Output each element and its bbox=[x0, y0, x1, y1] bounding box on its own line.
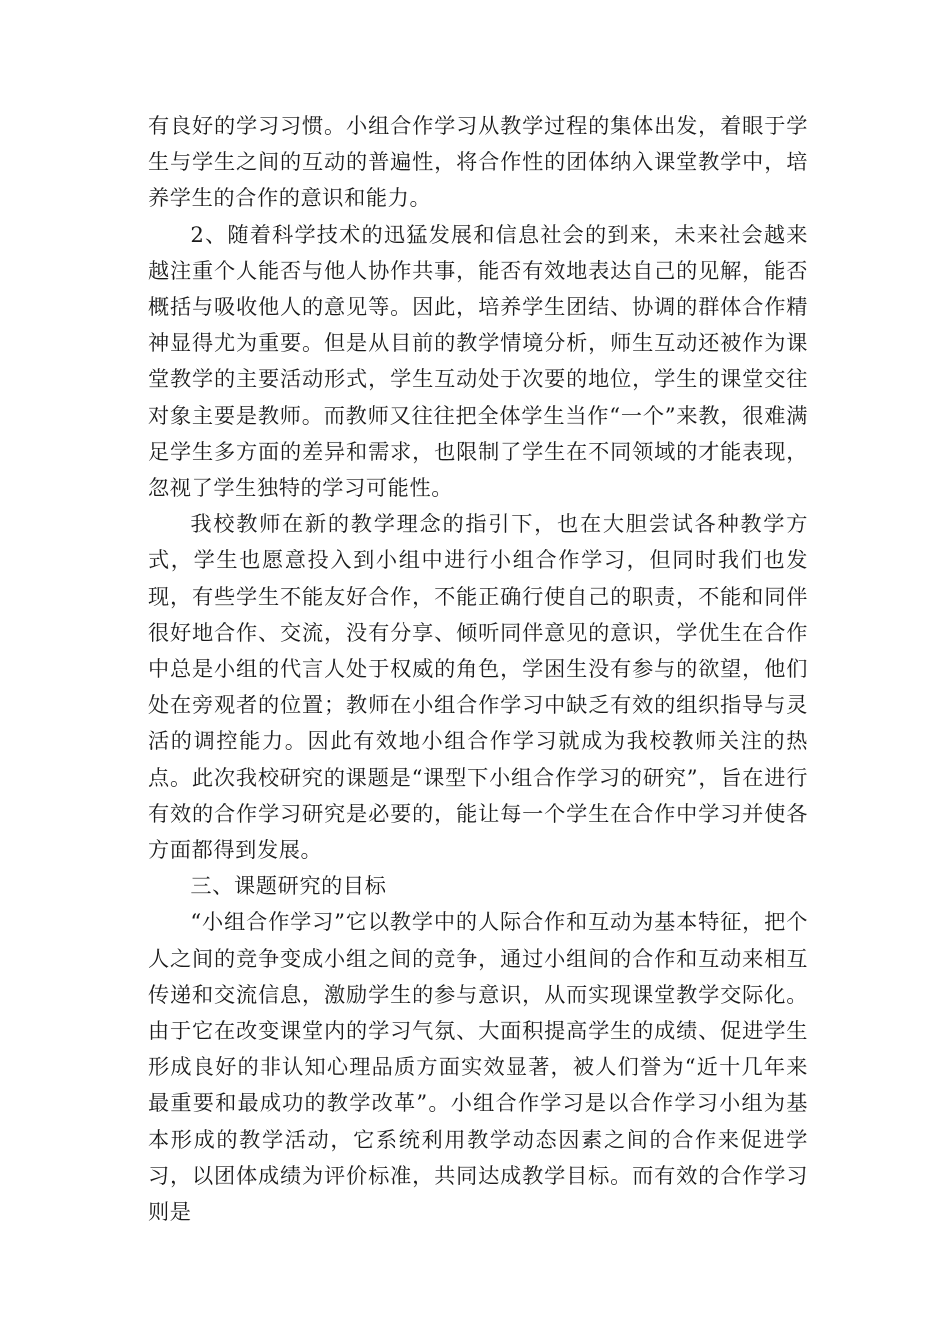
paragraph-point-2: 2、随着科学技术的迅猛发展和信息社会的到来，未来社会越来越注重个人能否与他人协作共事，能否有效地表达自己的见解，能否概括与吸收他人的意见等。因此，培养学生团结、协调的群体合作精神显得尤为重要。但是从目前的教学情境分析，师生互动还被作为课堂教学的主要活动形式，学生互动处于次要的地位，学生的课堂交往对象主要是教师。而教师又往往把全体学生当作“一个”来教，很难满足学生多方面的差异和需求，也限制了学生在不同领域的才能表现，忽视了学生独特的学习可能性。 bbox=[148, 221, 808, 501]
document-page bbox=[148, 108, 808, 1230]
paragraph-cooperative-learning: “小组合作学习”它以教学中的人际合作和互动为基本特征，把个人之间的竞争变成小组之间的竞争，通过小组间的合作和互动来相互传递和交流信息，激励学生的参与意识，从而实现课堂教学交际化。由于它在改变课堂内的学习气氛、大面积提高学生的成绩、促进学生形成良好的非认知心理品质方面实效显著，被人们誉为“近十几年来最重要和最成功的教学改革”。小组合作学习是以合作学习小组为基本形成的教学活动，它系统利用教学动态因素之间的合作来促进学习，以团体成绩为评价标准，共同达成教学目标。而有效的合作学习则是 bbox=[148, 909, 808, 1225]
section-heading-research-goals: 三、课题研究的目标 bbox=[190, 873, 387, 899]
paragraph-continuation: 有良好的学习习惯。小组合作学习从教学过程的集体出发，着眼于学生与学生之间的互动的普遍性，将合作性的团体纳入课堂教学中，培养学生的合作的意识和能力。 bbox=[148, 113, 808, 211]
paragraph-school-practice: 我校教师在新的教学理念的指引下，也在大胆尝试各种教学方式，学生也愿意投入到小组中进行小组合作学习，但同时我们也发现，有些学生不能友好合作，不能正确行使自己的职责，不能和同伴很好地合作、交流，没有分享、倾听同伴意见的意识，学优生在合作中总是小组的代言人处于权威的角色，学困生没有参与的欲望，他们处在旁观者的位置；教师在小组合作学习中缺乏有效的组织指导与灵活的调控能力。因此有效地小组合作学习就成为我校教师关注的热点。此次我校研究的课题是“课型下小组合作学习的研究”，旨在进行有效的合作学习研究是必要的，能让每一个学生在合作中学习并使各方面都得到发展。 bbox=[148, 511, 808, 863]
